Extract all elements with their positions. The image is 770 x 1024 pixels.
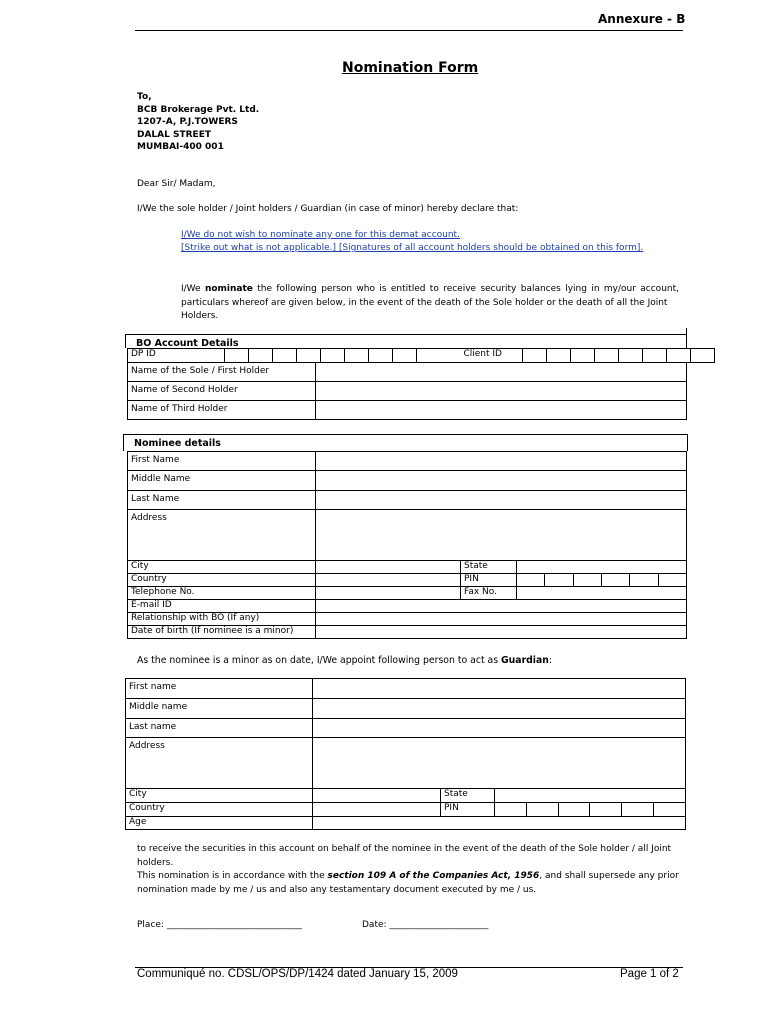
guardian-intro-bold: Guardian: [501, 655, 549, 666]
address-line: 1207-A, P.J.TOWERS: [137, 117, 238, 127]
companies-act-ref: section 109 A of the Companies Act, 1956: [327, 871, 540, 881]
telephone-field[interactable]: [316, 587, 461, 600]
nominate-pre: I/We: [181, 284, 205, 294]
holder-label: Name of Third Holder: [128, 401, 316, 420]
pin-box[interactable]: [517, 574, 545, 587]
nominate-line2: particulars whereof are given below, in the event of the death of the Sole holder or the death of all the Joint: [181, 297, 668, 308]
dp-id-box[interactable]: [225, 349, 249, 363]
dp-id-box[interactable]: [249, 349, 273, 363]
client-id-box[interactable]: [523, 349, 547, 363]
pin-box[interactable]: [601, 574, 629, 587]
address-line: MUMBAI-400 001: [137, 142, 224, 152]
closing-paragraph: [137, 843, 679, 897]
client-id-box[interactable]: [619, 349, 643, 363]
closing-line4: nomination made by me / us and also any testamentary document executed by me / us.: [137, 884, 537, 895]
closing-line2: holders.: [137, 857, 174, 868]
client-id-box[interactable]: [595, 349, 619, 363]
guardian-pin-box[interactable]: [622, 803, 654, 817]
email-label: E-mail ID: [128, 600, 316, 613]
guardian-age-label: Age: [126, 817, 313, 830]
guardian-label: Last name: [126, 719, 313, 738]
dp-id-box[interactable]: [345, 349, 369, 363]
guardian-field[interactable]: [313, 719, 686, 738]
guardian-country-label: Country: [126, 803, 313, 817]
bo-account-heading: BO Account Details: [125, 334, 687, 348]
header-rule: [135, 30, 683, 31]
guardian-intro-text: As the nominee is a minor as on date, I/We appoint following person to act as: [137, 655, 502, 666]
state-label: State: [461, 561, 517, 574]
salutation: Dear Sir/ Madam,: [137, 179, 216, 189]
pin-box[interactable]: [545, 574, 573, 587]
footer-communique: Communiqué no. CDSL/OPS/DP/1424 dated January 15, 2009: [137, 968, 458, 980]
nominate-bold: nominate: [204, 284, 253, 294]
bo-holders-table: [127, 362, 687, 420]
address-block: [137, 91, 259, 154]
declaration: I/We the sole holder / Joint holders / Guardian (in case of minor) hereby declare that:: [137, 204, 519, 214]
client-id-box[interactable]: [643, 349, 667, 363]
address-to: To,: [137, 92, 152, 102]
state-field[interactable]: [517, 561, 687, 574]
city-field[interactable]: [316, 561, 461, 574]
annexure-label: Annexure - B: [598, 12, 686, 26]
nominate-rest: the following person who is entitled to receive security balances lying in my/our account,: [252, 284, 679, 294]
nominee-label: First Name: [128, 452, 316, 471]
nominee-heading: Nominee details: [123, 434, 688, 451]
nominee-field[interactable]: [316, 471, 687, 491]
nominee-field[interactable]: [316, 452, 687, 471]
date-field[interactable]: Date: ______________________: [362, 920, 489, 930]
nominee-label: Last Name: [128, 491, 316, 510]
dp-id-box[interactable]: [369, 349, 393, 363]
guardian-pin-box[interactable]: [495, 803, 527, 817]
page-title: Nomination Form: [342, 60, 479, 76]
client-id-box[interactable]: [571, 349, 595, 363]
city-label: City: [128, 561, 316, 574]
closing-line3-pre: This nomination is in accordance with the: [137, 871, 328, 881]
nominee-label: Address: [128, 510, 316, 561]
guardian-label: First name: [126, 679, 313, 699]
guardian-intro-end: :: [548, 655, 553, 666]
holder-field[interactable]: [316, 401, 687, 420]
holder-label: Name of the Sole / First Holder: [128, 363, 316, 382]
country-field[interactable]: [316, 574, 461, 587]
holder-field[interactable]: [316, 363, 687, 382]
nominee-label: Middle Name: [128, 471, 316, 491]
pin-label: PIN: [461, 574, 517, 587]
nominee-field[interactable]: [316, 491, 687, 510]
dp-id-box[interactable]: [321, 349, 345, 363]
country-label: Country: [128, 574, 316, 587]
relationship-label: Relationship with BO (If any): [128, 613, 316, 626]
dp-id-box[interactable]: [297, 349, 321, 363]
guardian-city-label: City: [126, 789, 313, 803]
relationship-field[interactable]: [316, 613, 687, 626]
dp-id-box[interactable]: [273, 349, 297, 363]
guardian-field[interactable]: [313, 679, 686, 699]
guardian-pin-box[interactable]: [558, 803, 590, 817]
closing-line1: to receive the securities in this account on behalf of the nominee in the event of the death of the Sole holder / all Joint: [137, 844, 672, 854]
nominate-paragraph: [181, 283, 679, 324]
guardian-label: Middle name: [126, 699, 313, 719]
nominee-table: [127, 451, 687, 561]
guardian-contact-table: [125, 788, 686, 830]
telephone-label: Telephone No.: [128, 587, 316, 600]
fax-field[interactable]: [517, 587, 687, 600]
dob-label: Date of birth (If nominee is a minor): [128, 626, 316, 639]
bo-heading-tick: [686, 328, 687, 342]
guardian-pin-box[interactable]: [654, 803, 686, 817]
option-no-nominate[interactable]: I/We do not wish to nominate any one for this demat account.: [181, 230, 460, 240]
guardian-table: [125, 678, 686, 789]
footer-page-number: Page 1 of 2: [620, 968, 679, 980]
holder-label: Name of Second Holder: [128, 382, 316, 401]
guardian-field[interactable]: [313, 699, 686, 719]
client-id-box[interactable]: [547, 349, 571, 363]
client-id-box[interactable]: [691, 349, 715, 363]
email-field[interactable]: [316, 600, 687, 613]
nominate-line3: Holders.: [181, 311, 219, 321]
bo-dp-client-table: [127, 348, 715, 363]
strike-note[interactable]: [Strike out what is not applicable.] [Signatures of all account holders should be obtained on this form].: [181, 243, 644, 253]
guardian-city-field[interactable]: [313, 789, 441, 803]
guardian-country-field[interactable]: [313, 803, 441, 817]
closing-line3-post: , and shall supersede any prior: [539, 871, 679, 881]
pin-box[interactable]: [630, 574, 658, 587]
client-id-box[interactable]: [667, 349, 691, 363]
dp-id-box[interactable]: [393, 349, 417, 363]
place-field[interactable]: Place: ______________________________: [137, 920, 302, 930]
guardian-pin-box[interactable]: [590, 803, 622, 817]
client-id-label: Client ID: [417, 349, 523, 363]
guardian-address-field[interactable]: [313, 738, 686, 789]
guardian-label: Address: [126, 738, 313, 789]
nominee-contact-table: [127, 560, 687, 639]
address-line: DALAL STREET: [137, 129, 211, 140]
pin-box[interactable]: [658, 574, 686, 587]
guardian-state-field[interactable]: [495, 789, 686, 803]
pin-box[interactable]: [573, 574, 601, 587]
nominee-address-field[interactable]: [316, 510, 687, 561]
address-line: BCB Brokerage Pvt. Ltd.: [137, 104, 260, 115]
dp-id-label: DP ID: [128, 349, 225, 363]
holder-field[interactable]: [316, 382, 687, 401]
guardian-state-label: State: [441, 789, 495, 803]
fax-label: Fax No.: [461, 587, 517, 600]
dob-field[interactable]: [316, 626, 687, 639]
guardian-intro: [137, 654, 552, 668]
guardian-pin-label: PIN: [441, 803, 495, 817]
guardian-age-field[interactable]: [313, 817, 686, 830]
guardian-pin-box[interactable]: [526, 803, 558, 817]
